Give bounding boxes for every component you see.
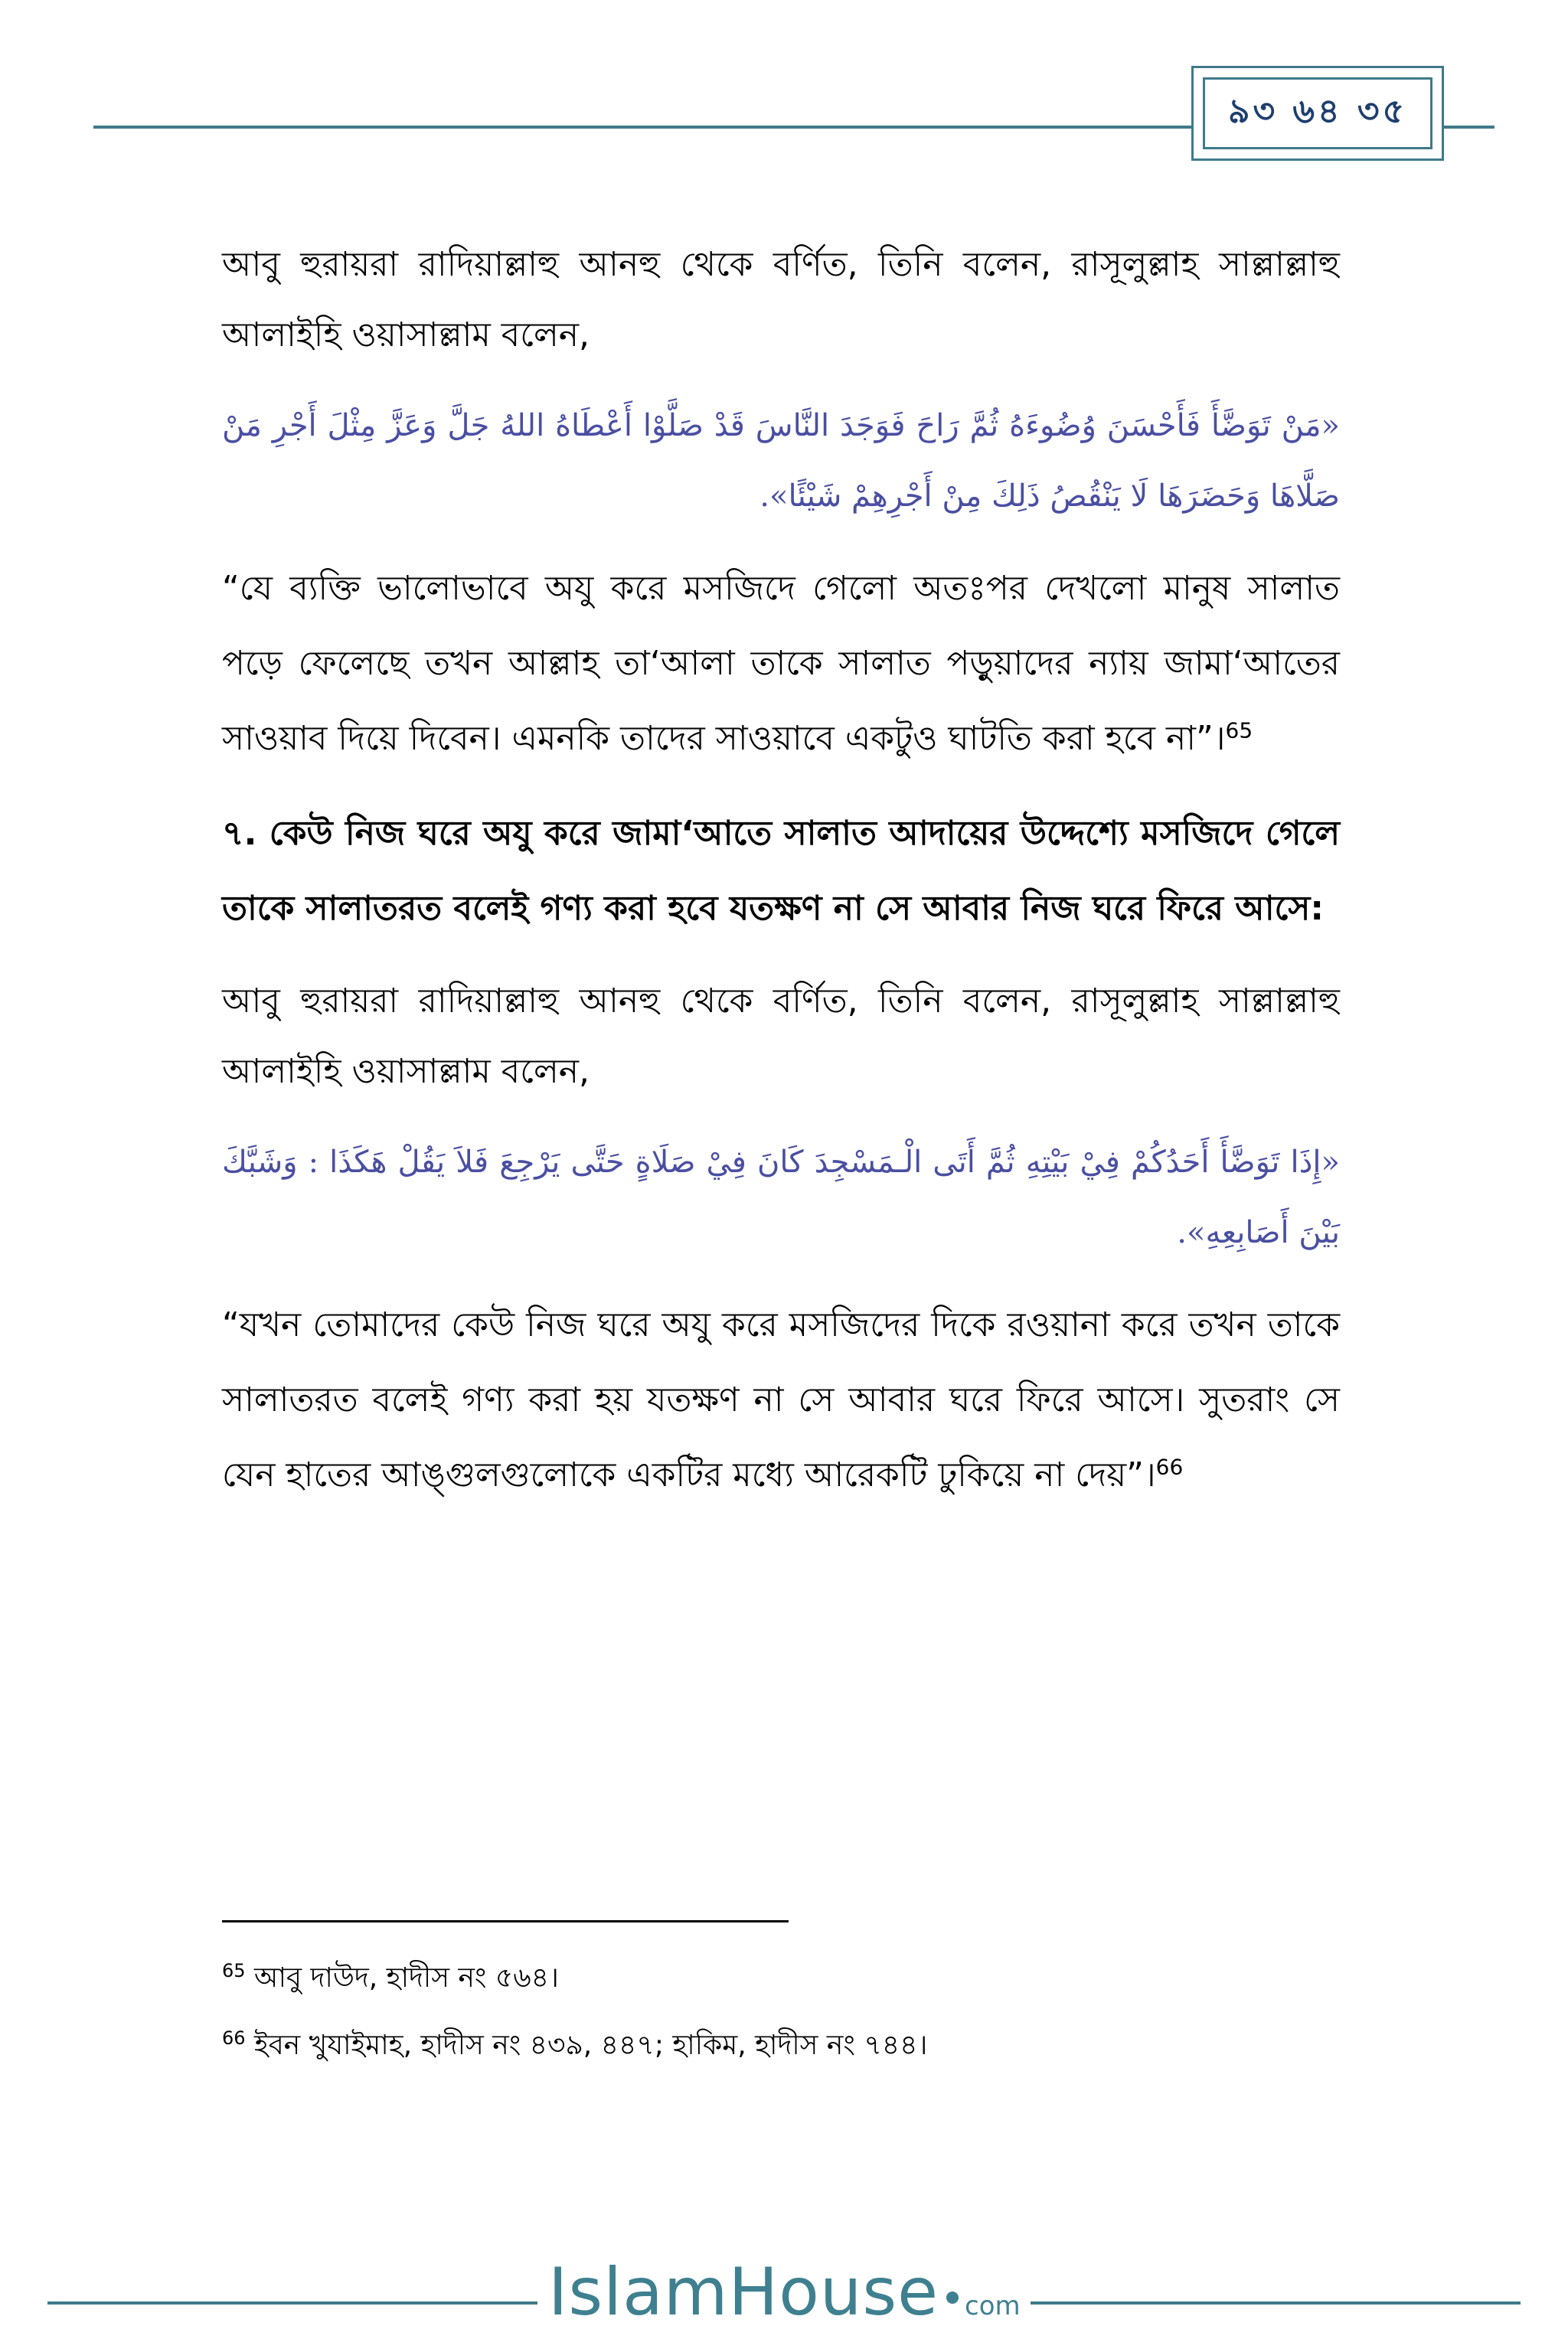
- footnote-65: [222, 1945, 1340, 2012]
- footnote-number: 65: [222, 1960, 246, 1981]
- footer-rule-right: [1031, 2301, 1521, 2305]
- footer-rule-left: [47, 2301, 537, 2305]
- page-content: [222, 230, 1340, 1513]
- islamhouse-logo: [548, 2254, 1021, 2338]
- footnote-separator: [222, 1920, 789, 1922]
- brand-tld: com: [965, 2291, 1021, 2321]
- translation-1: [222, 551, 1340, 776]
- translation-2: [222, 1288, 1340, 1513]
- arabic-hadith-1: «مَنْ تَوَضَّأَ فَأَحْسَنَ وُضُوءَهُ ثُمَّ رَاحَ فَوَجَدَ النَّاسَ قَدْ صَلَّوْا أَعْطَاهُ اللهُ جَلَّ وَعَزَّ مِثْلَ أَجْرِ مَنْ صَلَّاهَا وَحَضَرَهَا لَا يَنْقُصُ ذَلِكَ مِنْ أَجْرِهِمْ شَيْئًا».: [222, 408, 1340, 514]
- page-number: ৯৩ ৬৪ ৩৫: [1203, 77, 1432, 149]
- translation-1-text: “যে ব্যক্তি ভালোভাবে অযু করে মসজিদে গেলো অতঃপর দেখলো মানুষ সালাত পড়ে ফেলেছে তখন আল্লাহ তা‘আলা তাকে সালাত পড়ুয়াদের ন্যায় জামা‘আতের সাওয়াব দিয়ে দিবেন। এমনকি তাদের সাওয়াবে একটুও ঘাটতি করা হবে না”।: [222, 569, 1340, 758]
- narration-intro-2: আবু হুরায়রা রাদিয়াল্লাহু আনহু থেকে বর্ণিত, তিনি বলেন, রাসূলুল্লাহ সাল্লাল্লাহু আলাইহি ওয়াসাল্লাম বলেন,: [222, 982, 1340, 1091]
- footnote-text: ইবন খুযাইমাহ, হাদীস নং ৪৩৯, ৪৪৭; হাকিম, হাদীস নং ৭৪৪।: [245, 2030, 928, 2061]
- page-number-badge: [1191, 66, 1444, 161]
- translation-2-text: “যখন তোমাদের কেউ নিজ ঘরে অযু করে মসজিদের দিকে রওয়ানা করে তখন তাকে সালাতরত বলেই গণ্য করা হয় যতক্ষণ না সে আবার ঘরে ফিরে আসে। সুতরাং সে যেন হাতের আঙ্গুলগুলোকে একটির মধ্যে আরেকটি ঢুকিয়ে না দেয়”।: [222, 1305, 1340, 1494]
- brand-name: IslamHouse: [548, 2254, 939, 2331]
- footnote-number: 66: [222, 2027, 246, 2049]
- footnote-ref-66[interactable]: 66: [1155, 1454, 1184, 1480]
- dot-icon: [946, 2292, 959, 2304]
- footnote-ref-65[interactable]: 65: [1225, 717, 1253, 743]
- arabic-hadith-2: «إِذَا تَوَضَّأَ أَحَدُكُمْ فِيْ بَيْتِهِ ثُمَّ أَتَى الْـمَسْجِدَ كَانَ فِيْ صَلَاةٍ حَتَّى يَرْجِعَ فَلاَ يَقُلْ هَكَذَا : وَشَبَّكَ بَيْنَ أَصَابِعِهِ».: [222, 1145, 1340, 1250]
- footnote-text: আবু দাউদ, হাদীস নং ৫৬৪।: [245, 1962, 559, 1994]
- narration-intro-1: আবু হুরায়রা রাদিয়াল্লাহু আনহু থেকে বর্ণিত, তিনি বলেন, রাসূলুল্লাহ সাল্লাল্লাহু আলাইহি ওয়াসাল্লাম বলেন,: [222, 245, 1340, 354]
- footnote-66: [222, 2012, 1340, 2079]
- footnotes: [222, 1945, 1340, 2079]
- section-heading: ৭. কেউ নিজ ঘরে অযু করে জামা‘আতে সালাত আদায়ের উদ্দেশ্যে মসজিদে গেলে তাকে সালাতরত বলেই গণ্য করা হবে যতক্ষণ না সে আবার নিজ ঘরে ফিরে আসে:: [222, 814, 1340, 928]
